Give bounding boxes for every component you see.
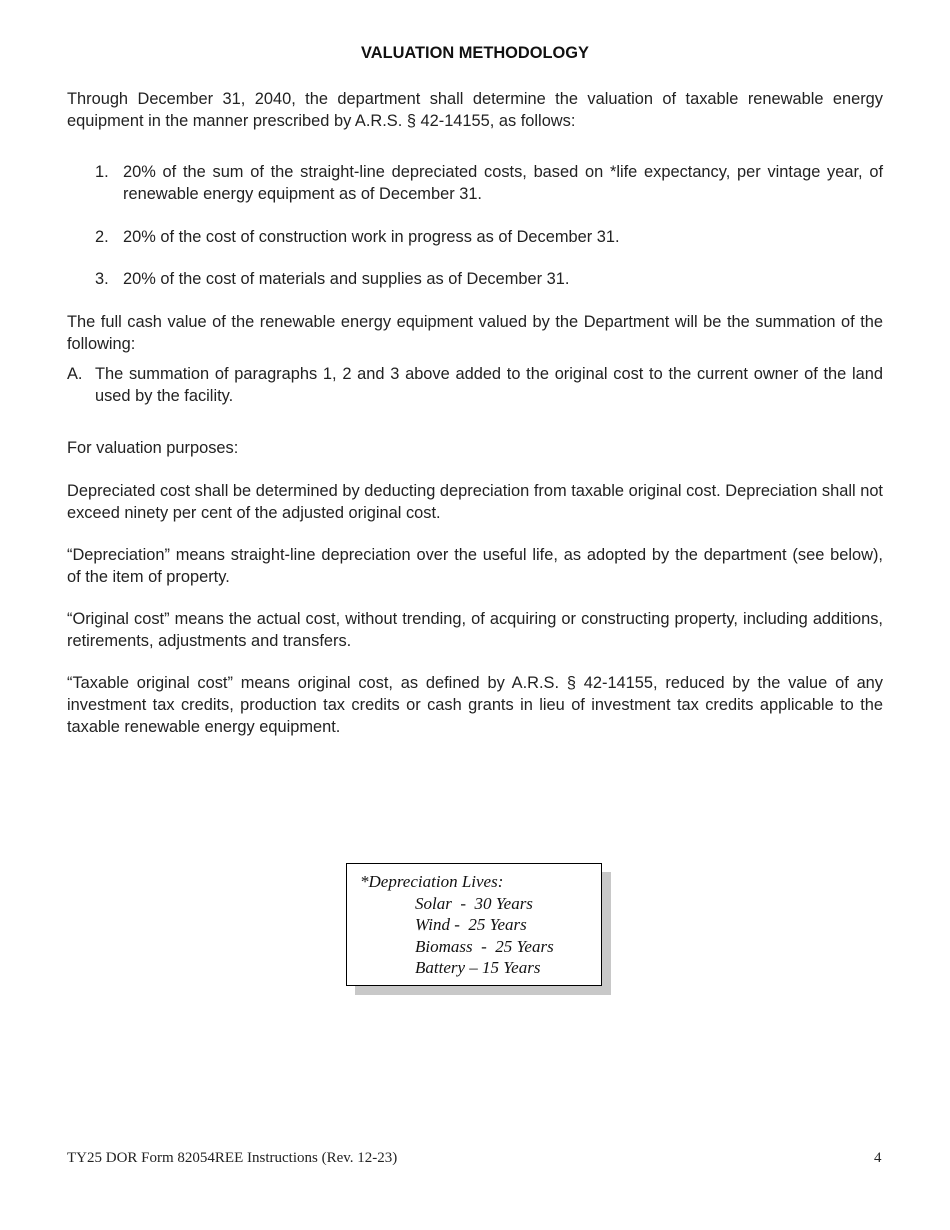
list-item-text: 20% of the sum of the straight-line depreciated costs, based on *life expectancy, per vintage year, of renewable energy equipment as of December 31. [123,163,883,203]
depreciation-lives-box [346,863,602,986]
page-title: VALUATION METHODOLOGY [361,44,589,62]
valuation-purposes-heading: For valuation purposes: [67,439,239,457]
list-item-3 [95,268,883,290]
list-item-number: 2. [95,228,109,246]
depreciation-life-battery: Battery – 15 Years [415,958,541,977]
depreciation-life-wind: Wind - 25 Years [415,915,527,934]
depreciated-cost-paragraph: Depreciated cost shall be determined by deducting depreciation from taxable original cost. Depreciation shall not exceed ninety per cent of the adjusted original cost. [67,482,883,522]
list-item-text: The summation of paragraphs 1, 2 and 3 above added to the original cost to the current owner of the land used by the facility. [95,365,883,405]
depreciation-definition: “Depreciation” means straight-line depreciation over the useful life, as adopted by the department (see below), of the item of property. [67,546,883,586]
list-item-text: 20% of the cost of construction work in progress as of December 31. [123,228,620,246]
depreciation-life-biomass: Biomass - 25 Years [415,936,554,956]
lettered-item-a [67,363,883,407]
taxable-original-cost-definition: “Taxable original cost” means original cost, as defined by A.R.S. § 42-14155, reduced by the value of any investment tax credits, production tax credits or cash grants in lieu of investment tax credits applicable to the taxable renewable energy equipment. [67,674,883,736]
full-cash-value-paragraph: The full cash value of the renewable energy equipment valued by the Department will be the summation of the following: [67,313,883,353]
list-item-number: 1. [95,163,109,181]
page-number: 4 [874,1150,882,1166]
intro-paragraph: Through December 31, 2040, the department shall determine the valuation of taxable renewable energy equipment in the manner prescribed by A.R.S. § 42-14155, as follows: [67,90,883,130]
footer-form-id: TY25 DOR Form 82054REE Instructions (Rev. 12-23) [67,1150,398,1166]
list-item-letter: A. [67,365,83,383]
list-item-1 [95,161,883,205]
list-item-text: 20% of the cost of materials and supplies as of December 31. [123,270,570,288]
list-item-number: 3. [95,270,109,288]
original-cost-definition: “Original cost” means the actual cost, without trending, of acquiring or constructing property, including additions, retirements, adjustments and transfers. [67,610,883,650]
depreciation-life-solar: Solar - 30 Years [415,893,533,913]
list-item-2 [95,226,883,248]
depreciation-lives-heading: *Depreciation Lives: [360,872,504,891]
